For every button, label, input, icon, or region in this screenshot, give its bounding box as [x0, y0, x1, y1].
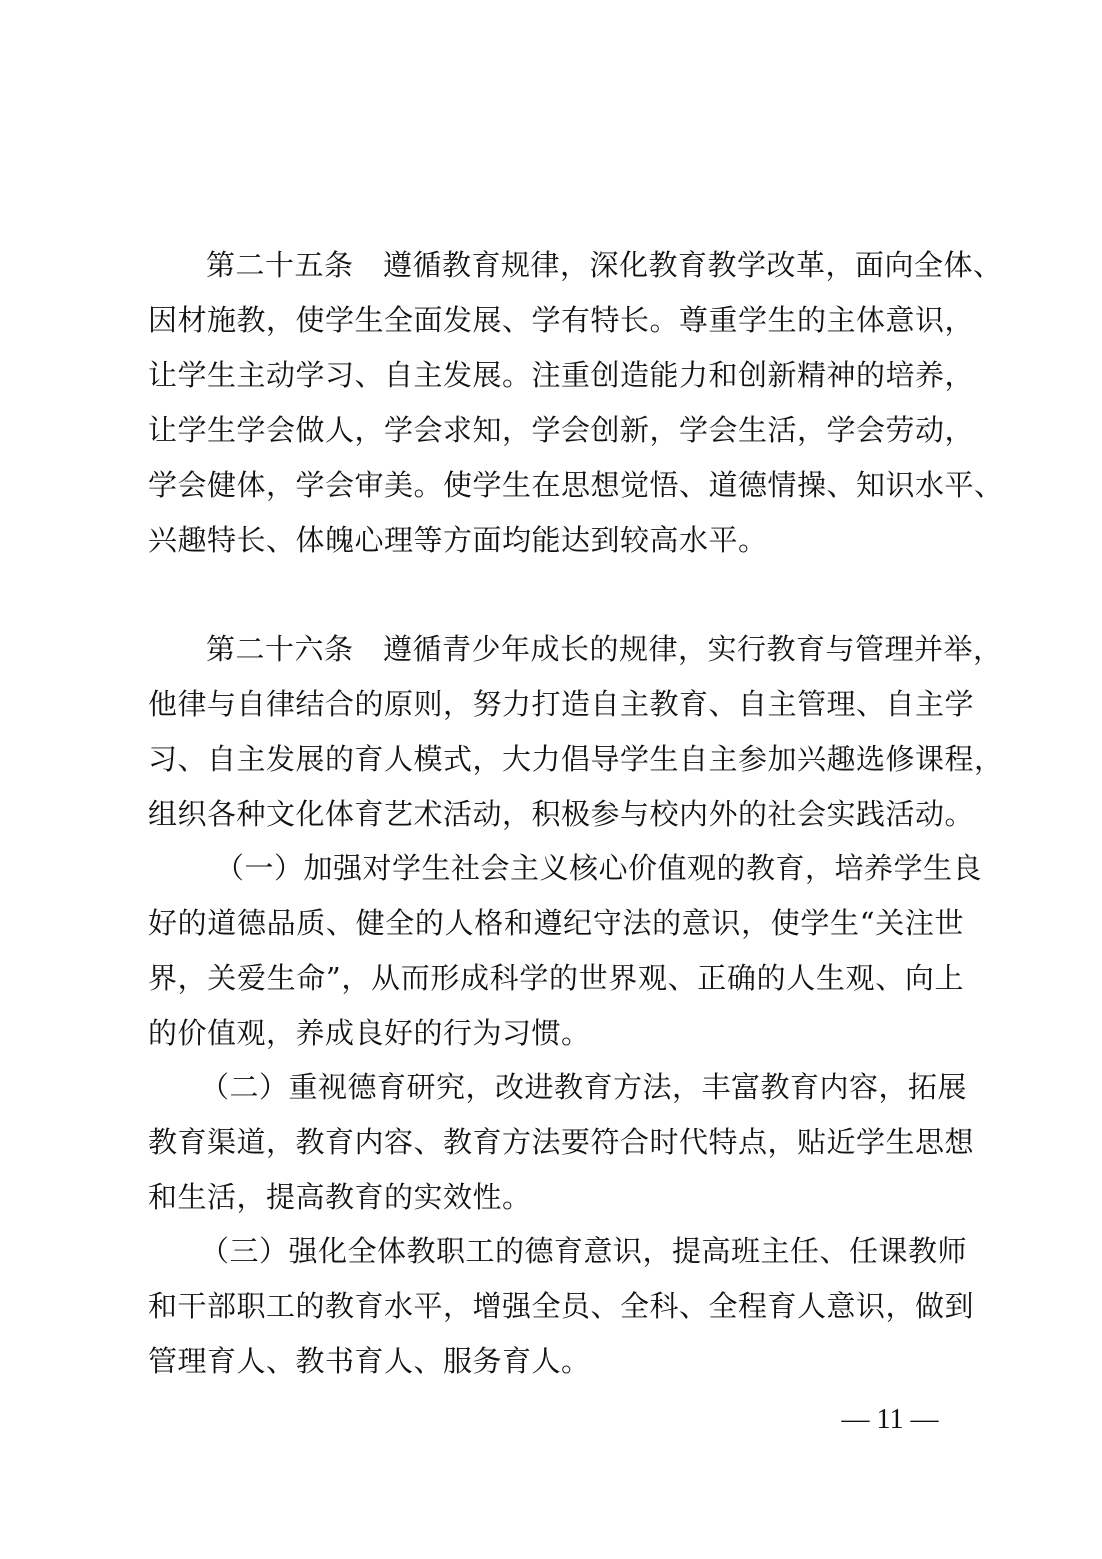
- item-1-line-3: 界，关爱生命”，从而形成科学的世界观、正确的人生观、向上: [148, 961, 964, 995]
- article-26-line-3: 习、自主发展的育人模式，大力倡导学生自主参加兴趣选修课程，: [148, 742, 1004, 776]
- article-26-line-1: 第二十六条 遵循青少年成长的规律，实行教育与管理并举，: [206, 632, 1003, 666]
- article-25-line-6: 兴趣特长、体魄心理等方面均能达到较高水平。: [148, 523, 768, 557]
- page-number: — 11 —: [841, 1404, 939, 1435]
- article-25-line-2: 因材施教，使学生全面发展、学有特长。尊重学生的主体意识，: [148, 303, 975, 337]
- item-3-line-3: 管理育人、教书育人、服务育人。: [148, 1344, 591, 1378]
- item-2-line-2: 教育渠道，教育内容、教育方法要符合时代特点，贴近学生思想: [148, 1125, 975, 1159]
- item-3-line-1: （三）强化全体教职工的德育意识，提高班主任、任课教师: [200, 1234, 968, 1268]
- item-3-line-2: 和干部职工的教育水平，增强全员、全科、全程育人意识，做到: [148, 1289, 975, 1323]
- item-1-line-1: （一）加强对学生社会主义核心价值观的教育，培养学生良: [215, 851, 983, 885]
- article-26-line-2: 他律与自律结合的原则，努力打造自主教育、自主管理、自主学: [148, 687, 975, 721]
- article-25-line-1: 第二十五条 遵循教育规律，深化教育教学改革，面向全体、: [206, 248, 1003, 282]
- item-2-line-3: 和生活，提高教育的实效性。: [148, 1180, 532, 1214]
- article-25-line-4: 让学生学会做人，学会求知，学会创新，学会生活，学会劳动，: [148, 413, 975, 447]
- article-25-line-3: 让学生主动学习、自主发展。注重创造能力和创新精神的培养，: [148, 358, 975, 392]
- article-26-line-4: 组织各种文化体育艺术活动，积极参与校内外的社会实践活动。: [148, 797, 975, 831]
- article-25-line-5: 学会健体，学会审美。使学生在思想觉悟、道德情操、知识水平、: [148, 468, 1004, 502]
- item-2-line-1: （二）重视德育研究，改进教育方法，丰富教育内容，拓展: [200, 1070, 968, 1104]
- item-1-line-4: 的价值观，养成良好的行为习惯。: [148, 1016, 591, 1050]
- item-1-line-2: 好的道德品质、健全的人格和遵纪守法的意识，使学生“关注世: [148, 906, 964, 940]
